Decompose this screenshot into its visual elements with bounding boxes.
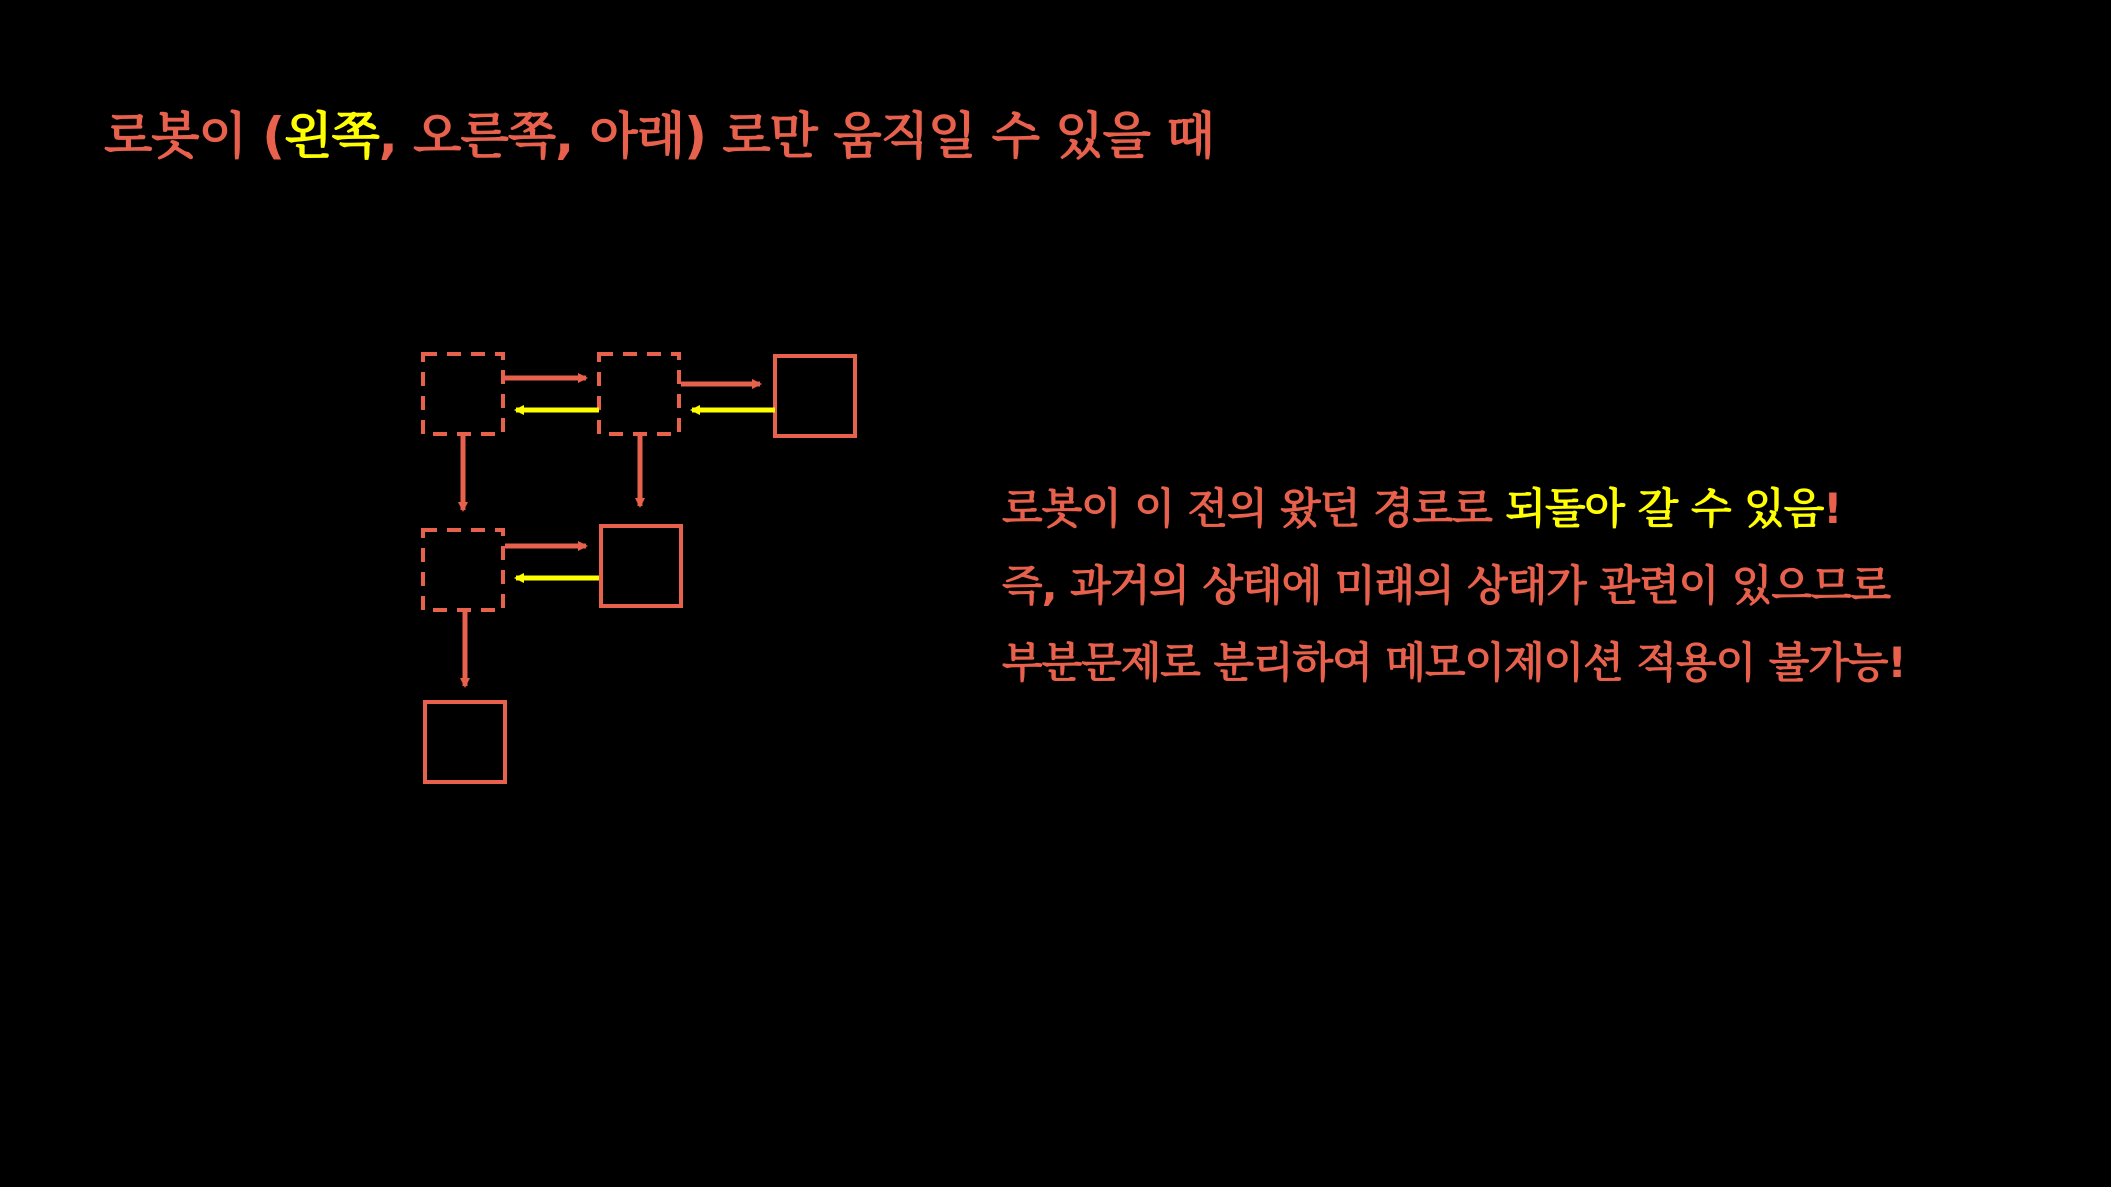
visited-cell-r1c2 (599, 354, 679, 434)
current-cell-r3c1 (425, 702, 505, 782)
visited-cell-r2c1 (423, 530, 503, 610)
explanation-line-2: 즉, 과거의 상태에 미래의 상태가 관련이 있으므로 (1002, 561, 1891, 610)
current-cell-r2c2 (601, 526, 681, 606)
title-part1: 로봇이 ( (104, 107, 285, 165)
explanation-line-3: 부분문제로 분리하여 메모이제이션 적용이 불가능! (1002, 638, 1906, 687)
explanation-line1-part1: 로봇이 이 전의 왔던 경로로 (1002, 484, 1506, 533)
visited-cell-r1c1 (423, 354, 503, 434)
explanation-line-1 (1002, 480, 1906, 557)
explanation-block (1002, 480, 1906, 711)
explanation-line1-part2: ! (1823, 484, 1842, 533)
current-cell-r1c3 (775, 356, 855, 436)
title-part2: , 오른쪽, 아래) 로만 움직일 수 있을 때 (378, 107, 1214, 165)
explanation-line1-highlight: 되돌아 갈 수 있음 (1505, 484, 1824, 533)
title-highlight: 왼쪽 (284, 107, 379, 165)
